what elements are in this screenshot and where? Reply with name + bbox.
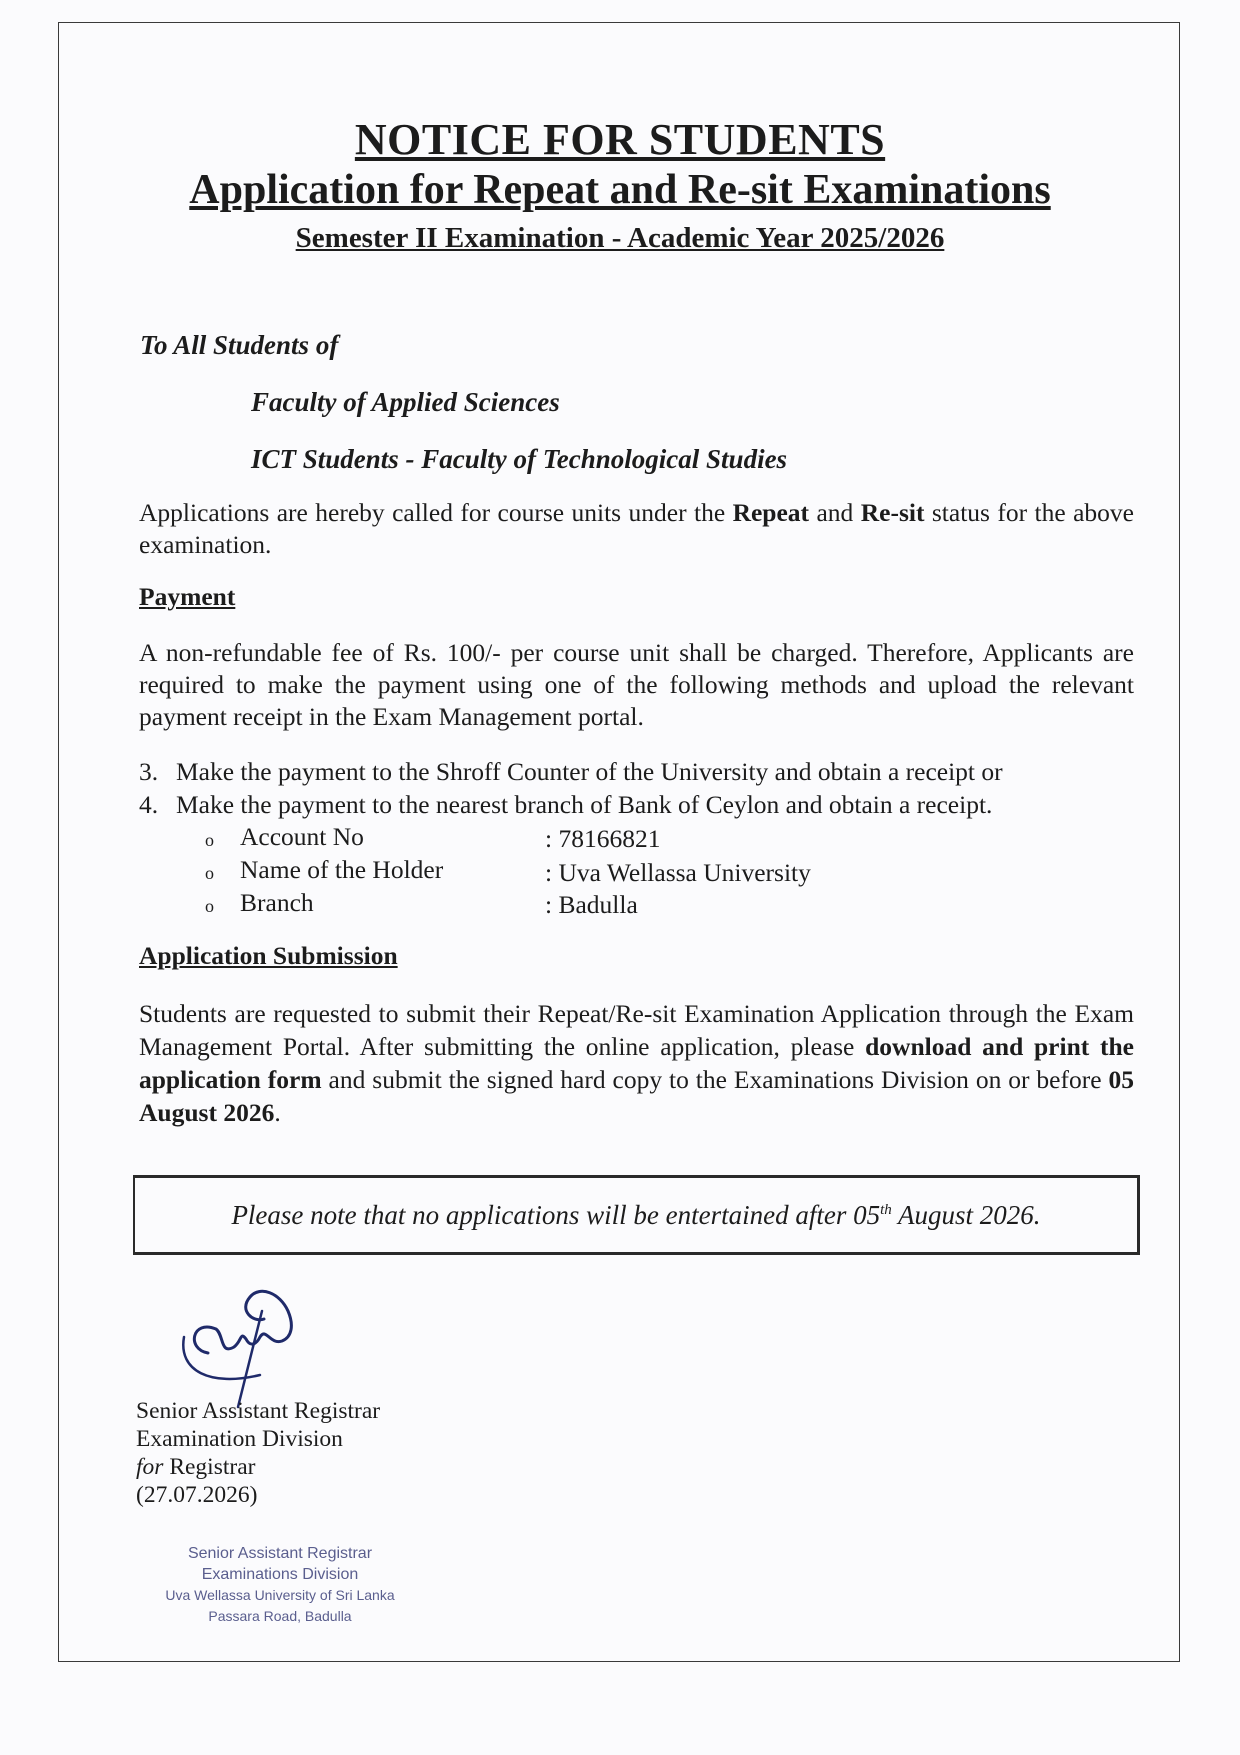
holder-name-value: : Uva Wellassa University [545,858,811,887]
signatory-date: (27.07.2026) [136,1482,258,1508]
payment-method-bank: 4. Make the payment to the nearest branch of Bank of Ceylon and obtain a receipt. [139,790,993,819]
resit-keyword: Re-sit [860,498,925,527]
submission-heading: Application Submission [139,941,398,970]
deadline-date: 05 August 2026 [139,1065,1134,1127]
payment-paragraph: A non-refundable fee of Rs. 100/- per course unit shall be charged. Therefore, Applicants are required to make the payment using one of the following methods and upload the relevant payment receipt in the Exam Management portal. [139,638,1134,731]
account-no-label: Account No [240,822,364,851]
notice-title: NOTICE FOR STUDENTS [354,115,886,164]
official-stamp: Senior Assistant Registrar Examinations Division Uva Wellassa University of Sri Lanka Passara Road, Badulla [165,1545,395,1624]
signatory-title: Senior Assistant Registrar [136,1398,381,1424]
bullet-marker: o [205,863,214,883]
signatory-for-registrar: for Registrar [136,1454,256,1480]
faculty-technological-studies: ICT Students - Faculty of Technological Studies [251,444,788,474]
signatory-division: Examination Division [136,1426,343,1452]
bullet-marker: o [205,896,214,916]
bullet-marker: o [205,830,214,850]
holder-name-label: Name of the Holder [240,855,444,884]
deadline-notice-box [133,1175,1140,1255]
examination-session: Semester II Examination - Academic Year 2025/2026 [295,222,945,254]
payment-heading: Payment [139,582,236,611]
intro-paragraph: Applications are hereby called for course units under the Repeat and Re-sit status for the above examination. [139,498,1134,559]
deadline-notice: Please note that no applications will be entertained after 05th August 2026. [231,1200,1041,1230]
branch-label: Branch [240,888,314,917]
addressee-line: To All Students of [140,330,339,360]
submission-paragraph: Students are requested to submit their Repeat/Re-sit Examination Application through the Exam Management Portal. After submitting the online application, please download and print the application form and submit the signed hard copy to the Examinations Division on or before 05 August 2026. [139,999,1134,1127]
download-print-instruction: download and print the application form [139,1032,1134,1094]
notice-subtitle: Application for Repeat and Re-sit Examinations [189,167,1051,213]
branch-value: : Badulla [545,890,638,919]
repeat-keyword: Repeat [732,498,810,527]
account-no-value: : 78166821 [545,824,661,853]
signature-icon [180,1275,320,1415]
faculty-applied-sciences: Faculty of Applied Sciences [251,387,560,417]
payment-method-shroff: 3. Make the payment to the Shroff Counter of the University and obtain a receipt or [139,757,1003,786]
